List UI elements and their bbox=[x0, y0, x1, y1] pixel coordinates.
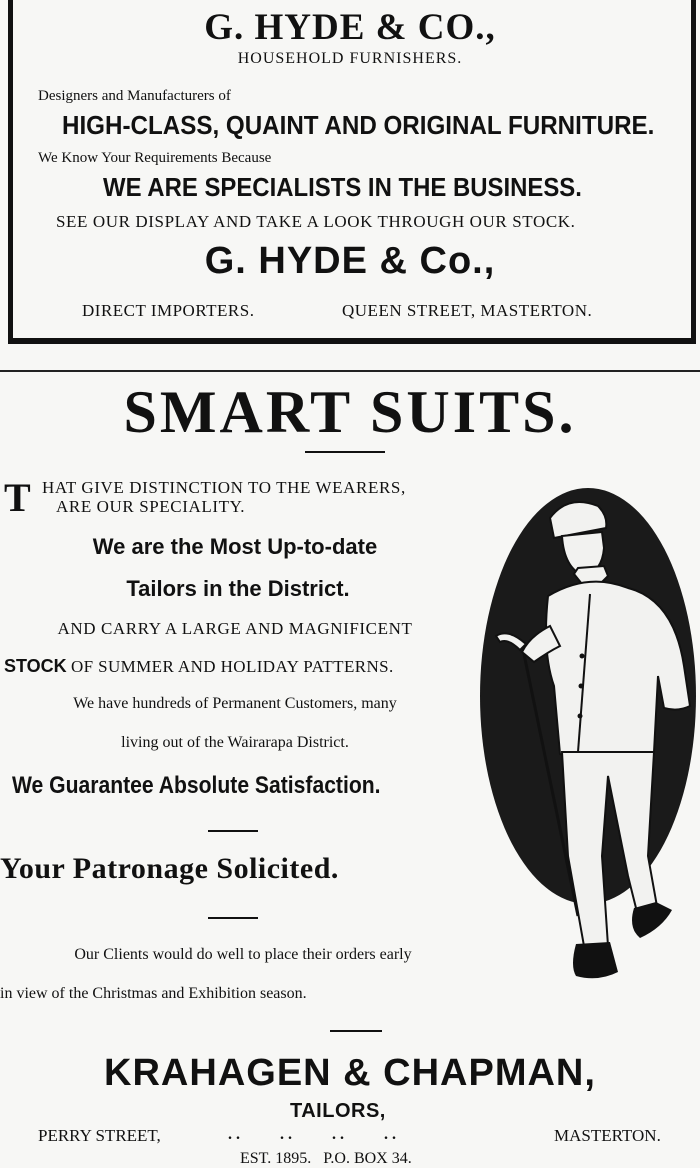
hyde-title: G. HYDE & CO., bbox=[204, 7, 496, 48]
title-rule bbox=[305, 451, 385, 453]
town-name: MASTERTON. bbox=[554, 1126, 661, 1145]
intro-line-1: HAT GIVE DISTINCTION TO THE WEARERS, bbox=[42, 478, 406, 497]
hyde-headline-specialists: WE ARE SPECIALISTS IN THE BUSINESS. bbox=[103, 172, 582, 202]
trade-label: TAILORS, bbox=[290, 1100, 386, 1122]
hyde-line-display: SEE OUR DISPLAY AND TAKE A LOOK THROUGH OUR STOCK. bbox=[56, 212, 576, 231]
hyde-headline-furniture: HIGH-CLASS, QUAINT AND ORIGINAL FURNITURE. bbox=[62, 110, 655, 140]
tailored-suit-illustration bbox=[478, 476, 700, 1006]
hyde-subtitle: HOUSEHOLD FURNISHERS. bbox=[237, 50, 463, 67]
est-po-box: EST. 1895. P.O. BOX 34. bbox=[240, 1150, 412, 1167]
claim-line-1: We are the Most Up-to-date bbox=[92, 534, 378, 559]
carry-line: AND CARRY A LARGE AND MAGNIFICENT bbox=[57, 619, 413, 638]
hyde-line-requirements: We Know Your Requirements Because bbox=[38, 150, 272, 166]
shoe-icon bbox=[632, 902, 672, 938]
advice-line-2: in view of the Christmas and Exhibition season. bbox=[0, 985, 307, 1002]
dropcap-letter: T bbox=[4, 475, 31, 520]
hyde-address: QUEEN STREET, MASTERTON. bbox=[342, 301, 593, 320]
rule-after-guarantee bbox=[208, 830, 258, 832]
intro-line-2: ARE OUR SPECIALITY. bbox=[56, 497, 246, 516]
hyde-name: G. HYDE & Co., bbox=[204, 240, 496, 282]
leader-dots: . . . . . . . . bbox=[228, 1126, 396, 1143]
claim-line-2: Tailors in the District. bbox=[126, 576, 350, 601]
stock-bold-word: STOCK bbox=[4, 656, 67, 676]
section-divider bbox=[0, 370, 700, 372]
stock-rest: OF SUMMER AND HOLIDAY PATTERNS. bbox=[70, 657, 394, 676]
patronage-line: Your Patronage Solicited. bbox=[0, 852, 339, 885]
rule-after-patronage bbox=[208, 917, 258, 919]
guarantee-line: We Guarantee Absolute Satisfaction. bbox=[12, 772, 381, 799]
rule-before-firm bbox=[330, 1030, 382, 1032]
customers-line-2: living out of the Wairarapa District. bbox=[121, 734, 349, 751]
advice-line-1: Our Clients would do well to place their orders early bbox=[74, 946, 412, 963]
hyde-line-designers: Designers and Manufacturers of bbox=[38, 88, 231, 104]
stock-line bbox=[4, 656, 394, 677]
hyde-importers: DIRECT IMPORTERS. bbox=[82, 301, 255, 320]
customers-line-1: We have hundreds of Permanent Customers, many bbox=[73, 695, 397, 712]
suits-title: SMART SUITS. bbox=[123, 379, 577, 445]
shoe-icon bbox=[573, 942, 618, 978]
firm-name: KRAHAGEN & CHAPMAN, bbox=[104, 1052, 596, 1094]
street-address: PERRY STREET, bbox=[38, 1126, 161, 1145]
